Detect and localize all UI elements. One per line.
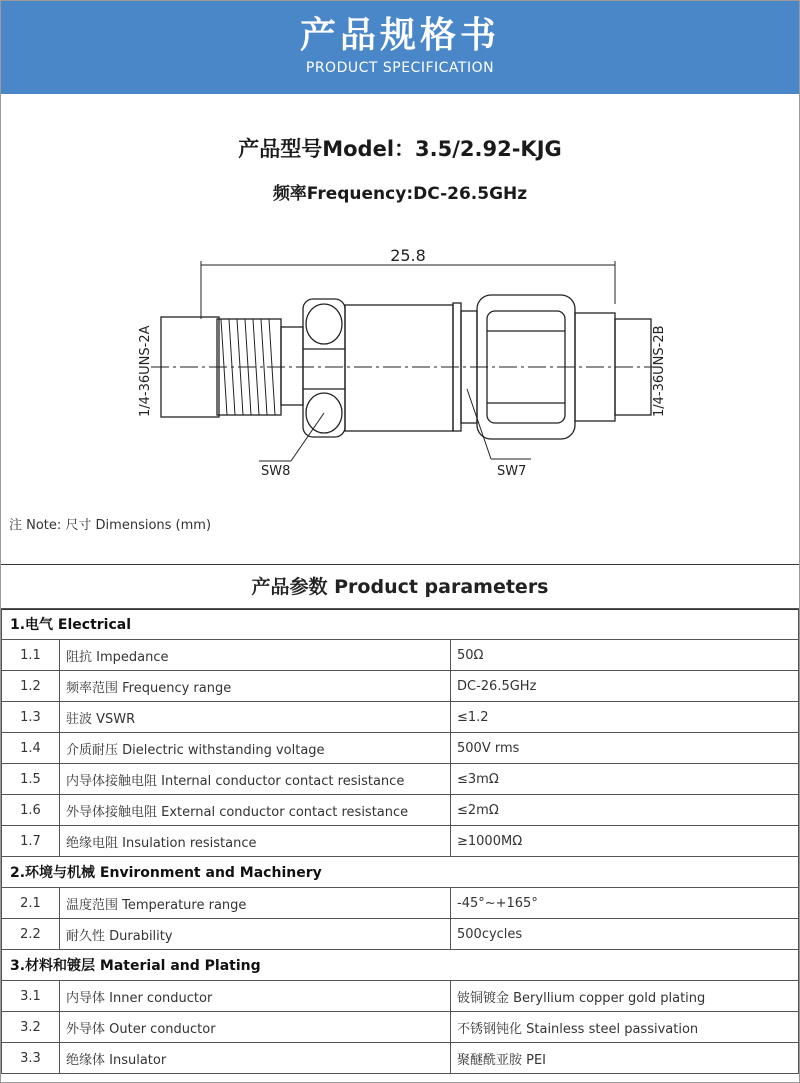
table-row	[2, 764, 799, 795]
row-number: 3.1	[2, 981, 60, 1012]
spec-table	[1, 608, 799, 1074]
table-row	[2, 640, 799, 671]
row-value: 50Ω	[451, 640, 799, 671]
row-number: 1.1	[2, 640, 60, 671]
row-parameter: 外导体 Outer conductor	[60, 1012, 451, 1043]
table-row	[2, 826, 799, 857]
row-parameter: 绝缘体 Insulator	[60, 1043, 451, 1074]
row-value: DC-26.5GHz	[451, 671, 799, 702]
table-row	[2, 671, 799, 702]
table-row	[2, 1043, 799, 1074]
row-number: 1.6	[2, 795, 60, 826]
row-number: 1.2	[2, 671, 60, 702]
row-value: ≤1.2	[451, 702, 799, 733]
header-title-en: PRODUCT SPECIFICATION	[305, 60, 495, 76]
table-row	[2, 1012, 799, 1043]
row-parameter: 内导体 Inner conductor	[60, 981, 451, 1012]
row-value: 铍铜镀金 Beryllium copper gold plating	[451, 981, 799, 1012]
row-parameter: 外导体接触电阻 External conductor contact resistance	[60, 795, 451, 826]
row-parameter: 频率范围 Frequency range	[60, 671, 451, 702]
model-line: 产品型号Model：3.5/2.92-KJG	[238, 137, 562, 161]
row-number: 1.5	[2, 764, 60, 795]
section-row-material	[2, 950, 799, 981]
row-value: 不锈钢钝化 Stainless steel passivation	[451, 1012, 799, 1043]
row-number: 3.3	[2, 1043, 60, 1074]
row-parameter: 介质耐压 Dielectric withstanding voltage	[60, 733, 451, 764]
table-row	[2, 981, 799, 1012]
row-value: ≤3mΩ	[451, 764, 799, 795]
row-number: 1.4	[2, 733, 60, 764]
header-banner	[1, 1, 799, 94]
table-row	[2, 702, 799, 733]
row-value: ≤2mΩ	[451, 795, 799, 826]
row-value: ≥1000MΩ	[451, 826, 799, 857]
header-title-cn: 产品规格书	[299, 15, 500, 56]
row-number: 2.1	[2, 888, 60, 919]
table-row	[2, 733, 799, 764]
overall-length-label: 25.8	[390, 246, 426, 265]
row-number: 1.7	[2, 826, 60, 857]
left-wrench-label: SW8	[261, 464, 291, 479]
section-title: 3.材料和镀层 Material and Plating	[2, 950, 799, 981]
row-parameter: 耐久性 Durability	[60, 919, 451, 950]
right-wrench-label: SW7	[497, 464, 527, 479]
row-number: 2.2	[2, 919, 60, 950]
row-parameter: 内导体接触电阻 Internal conductor contact resistance	[60, 764, 451, 795]
table-row	[2, 795, 799, 826]
row-value: 500cycles	[451, 919, 799, 950]
section-row-electrical	[2, 609, 799, 640]
section-title: 2.环境与机械 Environment and Machinery	[2, 857, 799, 888]
row-number: 1.3	[2, 702, 60, 733]
connector-drawing	[131, 239, 671, 479]
row-parameter: 阻抗 Impedance	[60, 640, 451, 671]
row-parameter: 绝缘电阻 Insulation resistance	[60, 826, 451, 857]
row-number: 3.2	[2, 1012, 60, 1043]
right-thread-label: 1/4-36UNS-2B	[652, 325, 667, 417]
row-value: 聚醚酰亚胺 PEI	[451, 1043, 799, 1074]
row-parameter: 温度范围 Temperature range	[60, 888, 451, 919]
params-title: 产品参数 Product parameters	[1, 564, 799, 610]
frequency-line: 频率Frequency:DC-26.5GHz	[272, 184, 528, 204]
row-value: 500V rms	[451, 733, 799, 764]
section-row-environment	[2, 857, 799, 888]
dimension-note: 注 Note: 尺寸 Dimensions (mm)	[9, 518, 212, 533]
row-parameter: 驻波 VSWR	[60, 702, 451, 733]
table-row	[2, 919, 799, 950]
section-title: 1.电气 Electrical	[2, 609, 799, 640]
left-thread-label: 1/4-36UNS-2A	[138, 325, 153, 417]
table-row	[2, 888, 799, 919]
row-value: -45°~+165°	[451, 888, 799, 919]
